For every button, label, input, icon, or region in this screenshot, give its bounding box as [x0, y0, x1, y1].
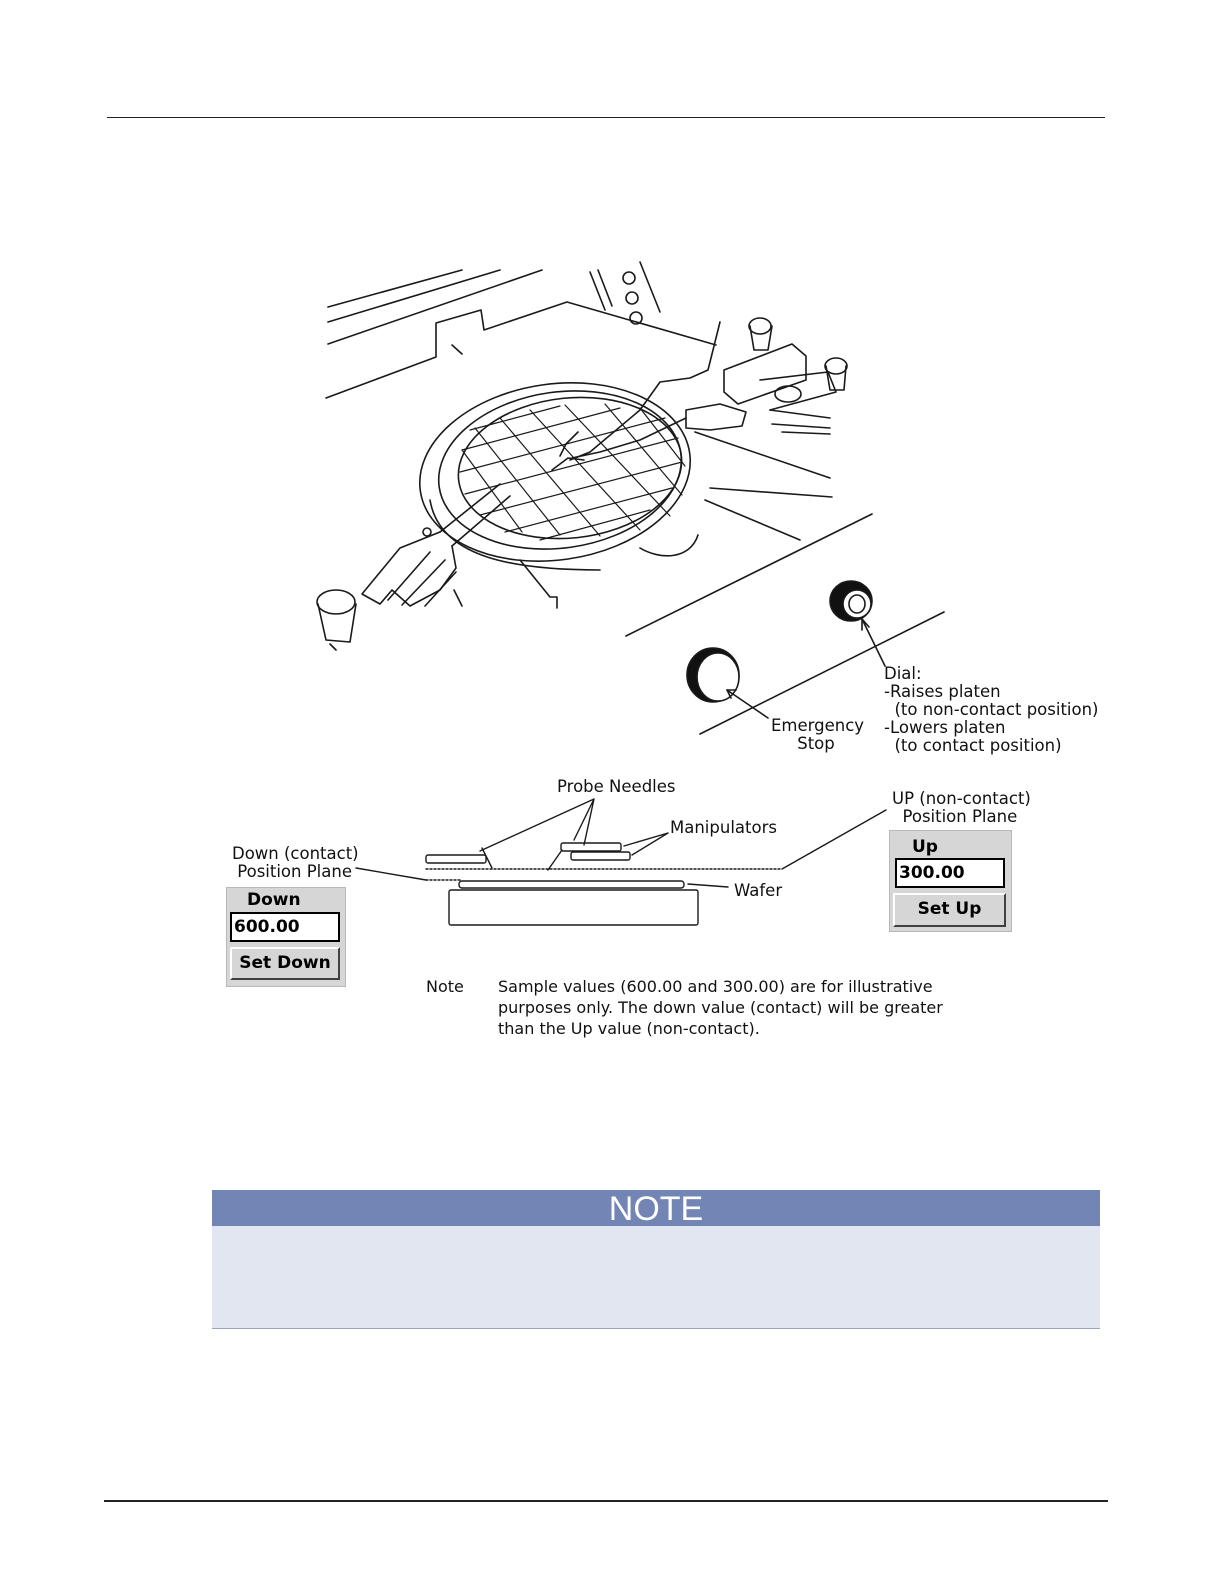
up-plane-label: UP (non-contact) Position Plane	[892, 789, 1031, 826]
manipulator-knob	[826, 366, 846, 390]
machine-edge	[326, 302, 716, 398]
down-plane-arrow	[356, 868, 426, 880]
up-value-field[interactable]: 300.00	[895, 858, 1005, 888]
manipulator	[760, 372, 836, 410]
probe-needle-left	[426, 855, 486, 863]
machine-edge	[695, 432, 830, 478]
platen	[449, 890, 698, 925]
wafer-label: Wafer	[734, 881, 783, 900]
probe-holder-knob	[317, 590, 355, 614]
down-value-field[interactable]: 600.00	[230, 912, 340, 942]
wafer-layer	[459, 881, 684, 888]
probe-arm	[686, 404, 746, 430]
manipulator-needle	[571, 852, 630, 860]
figure-note-text: Sample values (600.00 and 300.00) are for illustrative purposes only. The down value (contact) will be greater than the Up value (non-contact).	[498, 977, 943, 1038]
machine-edge	[710, 488, 832, 497]
needle-tip	[482, 848, 562, 870]
manipulators-label: Manipulators	[670, 818, 777, 837]
machine-edge	[328, 270, 542, 344]
up-panel-title: Up	[912, 837, 938, 857]
manipulator-knob	[775, 386, 801, 402]
machine-edge	[626, 514, 872, 636]
screw	[626, 292, 638, 304]
estop-arrow	[727, 690, 768, 718]
probe-needles-label: Probe Needles	[557, 777, 676, 796]
manipulator-knob	[825, 358, 847, 374]
note-box	[212, 1190, 1100, 1329]
set-up-button[interactable]: Set Up	[893, 893, 1006, 927]
emergency-stop-label: Emergency Stop	[771, 716, 865, 753]
wafer-grid	[460, 406, 682, 540]
manipulator	[770, 410, 830, 434]
screw	[623, 272, 635, 284]
down-position-panel	[226, 887, 346, 987]
manip-arrows	[624, 833, 668, 855]
figure-note-label: Note	[426, 977, 464, 996]
dial-label: Dial: -Raises platen (to non-contact position) -Lowers platen (to contact position)	[884, 664, 1099, 755]
probe-holder-joint	[423, 528, 431, 536]
manipulator-needle	[561, 843, 621, 851]
up-position-panel	[889, 830, 1012, 932]
footer-rule	[104, 1500, 1108, 1502]
note-box-title: NOTE	[212, 1190, 1100, 1226]
manipulator-knob	[750, 326, 772, 350]
wafer-arrow	[688, 884, 728, 887]
probe-holder-left	[362, 532, 456, 606]
set-down-button[interactable]: Set Down	[230, 947, 340, 980]
machine-edge	[452, 345, 462, 354]
manipulator	[724, 344, 806, 404]
machine-edge	[640, 262, 660, 312]
up-plane-arrow	[782, 810, 886, 869]
manipulator-knob	[749, 318, 771, 334]
machine-edge	[590, 272, 605, 310]
machine-edge	[705, 500, 800, 540]
machine-edge	[598, 270, 612, 306]
down-panel-title: Down	[247, 890, 301, 910]
down-plane-label: Down (contact) Position Plane	[232, 844, 359, 881]
